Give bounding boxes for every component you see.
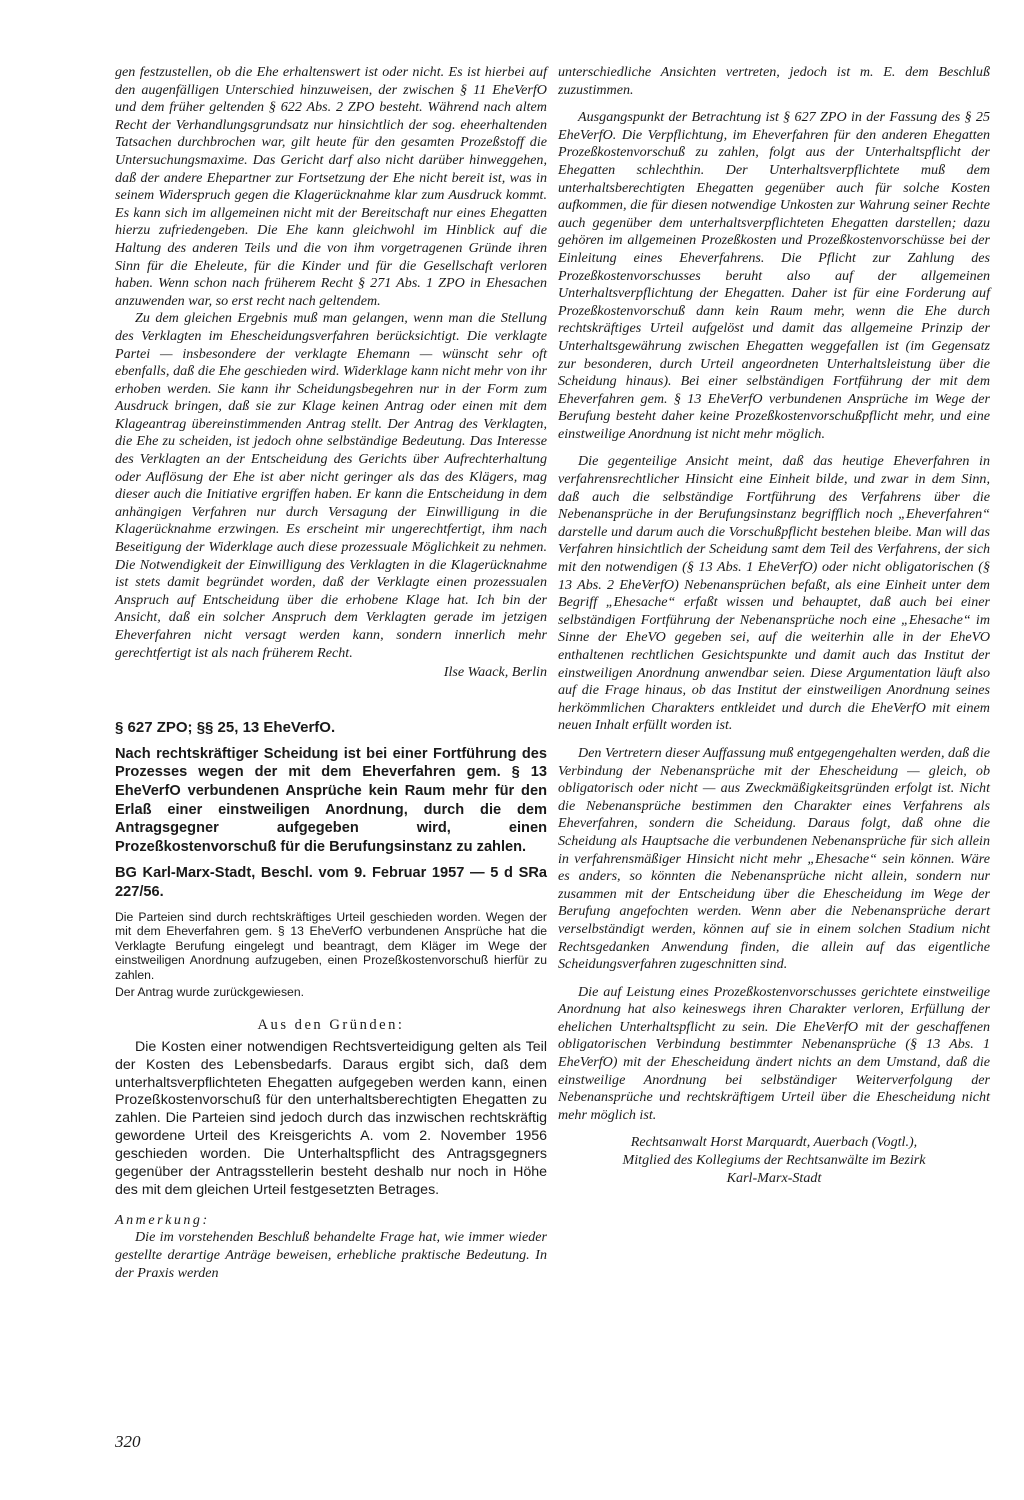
signature-line-2: Mitglied des Kollegiums der Rechtsanwälte im Bezirk (622, 1152, 926, 1169)
right-paragraph-5: Die auf Leistung eines Prozeßkostenvorschusses gerichtete einstweilige Anordnung hat also keineswegs ihren Charakter verloren, Erfüllung der ehelichen Unterhaltspflicht zu sein. Die EheVerfO mit der geschaffenen obligatorischen Verbindung bestimmter Nebenansprüche (§ 13 Abs. 1 EheVerfO) mit der Ehescheidung ändert nichts an dem Umstand, daß die einstweilige Anordnung bei selbständiger Weiterverfolgung der Nebenansprüche und rechtskräftigem Urteil über die Ehescheidung nicht mehr möglich ist. (558, 983, 990, 1123)
author-signature: Ilse Waack, Berlin (443, 664, 547, 681)
page-number: 320 (115, 1432, 141, 1451)
note-text: Die im vorstehenden Beschluß behandelte Frage hat, wie immer wieder gestellte derartige Anträge beweisen, erhebliche praktische Bedeutung. In der Praxis werden (115, 1229, 547, 1281)
signature-line-3: Karl-Marx-Stadt (726, 1169, 822, 1186)
right-paragraph-4: Den Vertretern dieser Auffassung muß entgegengehalten werden, daß die Verbindung der Nebenansprüche mit der Ehescheidung — gleich, ob obligatorisch oder nicht — aus Zweckmäßigkeitsgründen erfolgt ist. Nicht die Nebenansprüche bestimmen den Charakter eines Verfahrens als Eheverfahren, sondern die Scheidung. Daraus folgt, daß ohne die Scheidung als Hauptsache die verbundenen Nebenansprüche für sich allein in verfahrensmäßiger Hinsicht nicht mehr „Ehesache“ sein können. Wäre es anders, so könnten die Nebenansprüche nicht allein, sondern nur zusammen mit der Entscheidung über die Ehescheidung im Wege der Berufung angefochten werden. Wenn aber die Nebenansprüche derart verselbständigt werden, können auf sie in einem solchen Stadium nicht Rechtsgedanken Anwendung finden, die allein auf das eigentliche Scheidungsverfahren zugeschnitten sind. (558, 744, 990, 973)
signature-line-1: Rechtsanwalt Horst Marquardt, Auerbach (Vogtl.), (630, 1134, 918, 1151)
right-paragraph-3: Die gegenteilige Ansicht meint, daß das heutige Eheverfahren in verfahrensrechtlicher Hinsicht eine Einheit bilde, und zwar in dem Sinn, daß auch die selbständige Fortführung des Verfahrens über die Nebenansprüche in der Berufungsinstanz begrifflich noch „Eheverfahren“ darstelle und darum auch die Vorschußpflicht bestehen bleibe. Man will das Verfahren hinsichtlich der Scheidung samt dem Teil des Verfahrens, der sich mit den notwendigen (§ 13 Abs. 1 EheVerfO) oder nicht obligatorischen (§ 13 Abs. 2 EheVerfO) Nebenansprüchen befaßt, als eine Einheit unter dem Begriff „Ehesache“ erfaßt wissen und behauptet, daß auch bei einer selbständigen Fortführung der Nebenansprüche noch eine „Ehesache“ im Sinne der EheVO gegeben sei, auf die weiterhin alle in der EheVO enthaltenen rechtlichen Gesichtspunkte und damit auch das Institut der einstweiligen Anordnung anwendbar seien. Diese Argumentation läuft also auf die Frage hinaus, ob das Institut der einstweiligen Anordnung seines herkömmlichen Charakters entkleidet und durch die EheVerfO mit einem neuen Inhalt erfüllt worden ist. (558, 453, 990, 734)
right-paragraph-1: unterschiedliche Ansichten vertreten, jedoch ist m. E. dem Beschluß zuzustimmen. (558, 64, 990, 98)
case-outcome: Der Antrag wurde zurückgewiesen. (115, 984, 305, 999)
court-citation: BG Karl-Marx-Stadt, Beschl. vom 9. Februar 1957 — 5 d SRa 227/56. (115, 865, 547, 900)
case-heading: § 627 ZPO; §§ 25, 13 EheVerfO. (115, 718, 336, 736)
left-paragraph-1: gen festzustellen, ob die Ehe erhaltenswert ist oder nicht. Es ist hierbei auf den augenfälligen Unterschied hinzuweisen, der zwischen § 11 EheVerfO und dem früher geltenden § 622 Abs. 2 ZPO besteht. Während nach altem Recht der Verhandlungsgrundsatz nur hinsichtlich der sog. eheerhaltenden Tatsachen durchbrochen war, gilt heute für den gesamten Prozeßstoff die Untersuchungsmaxime. Das Gericht darf also nicht darüber hinweggehen, daß der andere Ehepartner zur Fortsetzung der Ehe nicht bereit ist, was in seinem Widerspruch gegen die Klagerücknahme klar zum Ausdruck kommt. Es kann sich im allgemeinen nicht mit der Bereitschaft nur eines Ehegatten hierzu zufriedengeben. Die Ehe kann gleichwohl im Hinblick auf die Haltung des anderen Teils und die von ihm vorgetragenen Gründe ihren Sinn für die Eheleute, für die Kinder und für die Gesellschaft verloren haben. Wenn schon nach früherem Recht § 271 Abs. 1 ZPO in Ehesachen anzuwenden war, so erst recht nach geltendem. (115, 64, 547, 309)
reasons-heading: Aus den Gründen: (257, 1017, 405, 1034)
left-paragraph-2: Zu dem gleichen Ergebnis muß man gelangen, wenn man die Stellung des Verklagten im Ehescheidungsverfahren berücksichtigt. Die verklagte Partei — insbesondere der verklagte Ehemann — wünscht sehr oft ebenfalls, daß die Ehe geschieden wird. Widerklage kann nicht mehr von ihr erhoben werden. Sie kann ihr Scheidungsbegehren nur in der Form zum Ausdruck bringen, daß sie zur Klage keinen Antrag oder einen mit dem Klageantrag übereinstimmenden Antrag stellt. Der Antrag des Verklagten, die Ehe zu scheiden, ist jedoch ohne selbständige Bedeutung. Das Interesse des Verklagten an der Entscheidung des Gerichts über Aufrechterhaltung oder Auflösung der Ehe ist aber nicht geringer als das des Klägers, mag dieser auch die Initiative ergriffen haben. Er kann die Entscheidung in dem anhängigen Verfahren nur durch Versagung der Einwilligung in die Klagerücknahme erzwingen. Es erscheint mir ungerechtfertigt, ihm nach Beseitigung der Widerklage auch diese prozessuale Möglichkeit zu nehmen. Die Notwendigkeit der Einwilligung des Verklagten in die Klagerücknahme ist stets damit begründet worden, daß der Verklagte einen prozessualen Anspruch auf Entscheidung über die erhobene Klage hat. Ich bin der Ansicht, daß ein solcher Anspruch dem Verklagten gerade im jetzigen Eheverfahren nicht versagt werden kann, sondern innerlich mehr gerechtfertigt ist als nach früherem Recht. (115, 310, 547, 661)
case-facts: Die Parteien sind durch rechtskräftiges Urteil geschieden worden. Wegen der mit dem Eheverfahren gem. § 13 EheVerfO verbundenen Ansprüche hat die Verklagte Berufung eingelegt und beantragt, dem Kläger im Wege der einstweiligen Anordnung aufzugeben, einen Prozeßkostenvorschuß hierfür zu zahlen. (115, 909, 547, 982)
left-column (115, 64, 547, 1282)
reasons-text: Die Kosten einer notwendigen Rechtsverteidigung gelten als Teil der Kosten des Lebensbedarfs. Daraus ergibt sich, daß dem unterhaltsverpflichteten Ehegatten aufgegeben werden kann, einen Prozeßkostenvorschuß für den unterhaltsberechtigten Ehegatten zu zahlen. Die Parteien sind jedoch durch das inzwischen rechtskräftig gewordene Urteil des Kreisgerichts A. vom 2. November 1956 geschieden worden. Die Unterhaltspflicht des Antragsgegners gegenüber der Antragsstellerin besteht deshalb nur noch in Höhe des mit dem gleichen Urteil festgesetzten Betrages. (115, 1038, 547, 1198)
right-column (558, 64, 990, 1187)
note-author-signature (558, 1134, 990, 1187)
note-heading: Anmerkung: (115, 1211, 210, 1228)
right-paragraph-2: Ausgangspunkt der Betrachtung ist § 627 ZPO in der Fassung des § 25 EheVerfO. Die Verpflichtung, im Eheverfahren für den anderen Ehegatten Prozeßkostenvorschuß zu zahlen, folgt aus der Unterhaltspflicht der Ehegatten schlechthin. Der Unterhaltsverpflichtete muß dem unterhaltsberechtigten Ehegatten gegenüber auch für solche Kosten aufkommen, die für diesen notwendige Unkosten zur Wahrung seiner Rechte auch gegenüber dem unterhaltsverpflichteten Ehegatten darstellen; dazu gehören im allgemeinen Prozeßkosten und Prozeßkostenvorschüsse bei der Einleitung eines Eheverfahrens. Die Pflicht zur Zahlung des Prozeßkostenvorschusses beruht also auf der allgemeinen Unterhaltsverpflichtung der Ehegatten. Daher ist für eine Forderung auf Prozeßkostenvorschuß dann kein Raum mehr, wenn die Ehe durch rechtskräftiges Urteil aufgelöst und damit das allgemeine Prinzip der Unterhaltsgewährung zwischen Ehegatten weggefallen ist (im Gegensatz zur besonderen, durch Urteil angeordneten Unterhaltsleistung über die Scheidung hinaus). Bei einer selbständigen Fortführung der mit dem Eheverfahren gem. § 13 EheVerfO verbundenen Ansprüche im Wege der Berufung besteht daher keine Prozeßkostenvorschußpflicht mehr, und eine einstweilige Anordnung ist nicht mehr möglich. (558, 109, 990, 442)
case-headnote: Nach rechtskräftiger Scheidung ist bei einer Fortführung des Prozesses wegen der mit dem Eheverfahren gem. § 13 EheVerfO verbundenen Ansprüche kein Raum mehr für den Erlaß einer einstweiligen Anordnung, durch die dem Antragsgegner aufgegeben wird, einen Prozeßkostenvorschuß für die Berufungsinstanz zu zahlen. (115, 745, 547, 855)
